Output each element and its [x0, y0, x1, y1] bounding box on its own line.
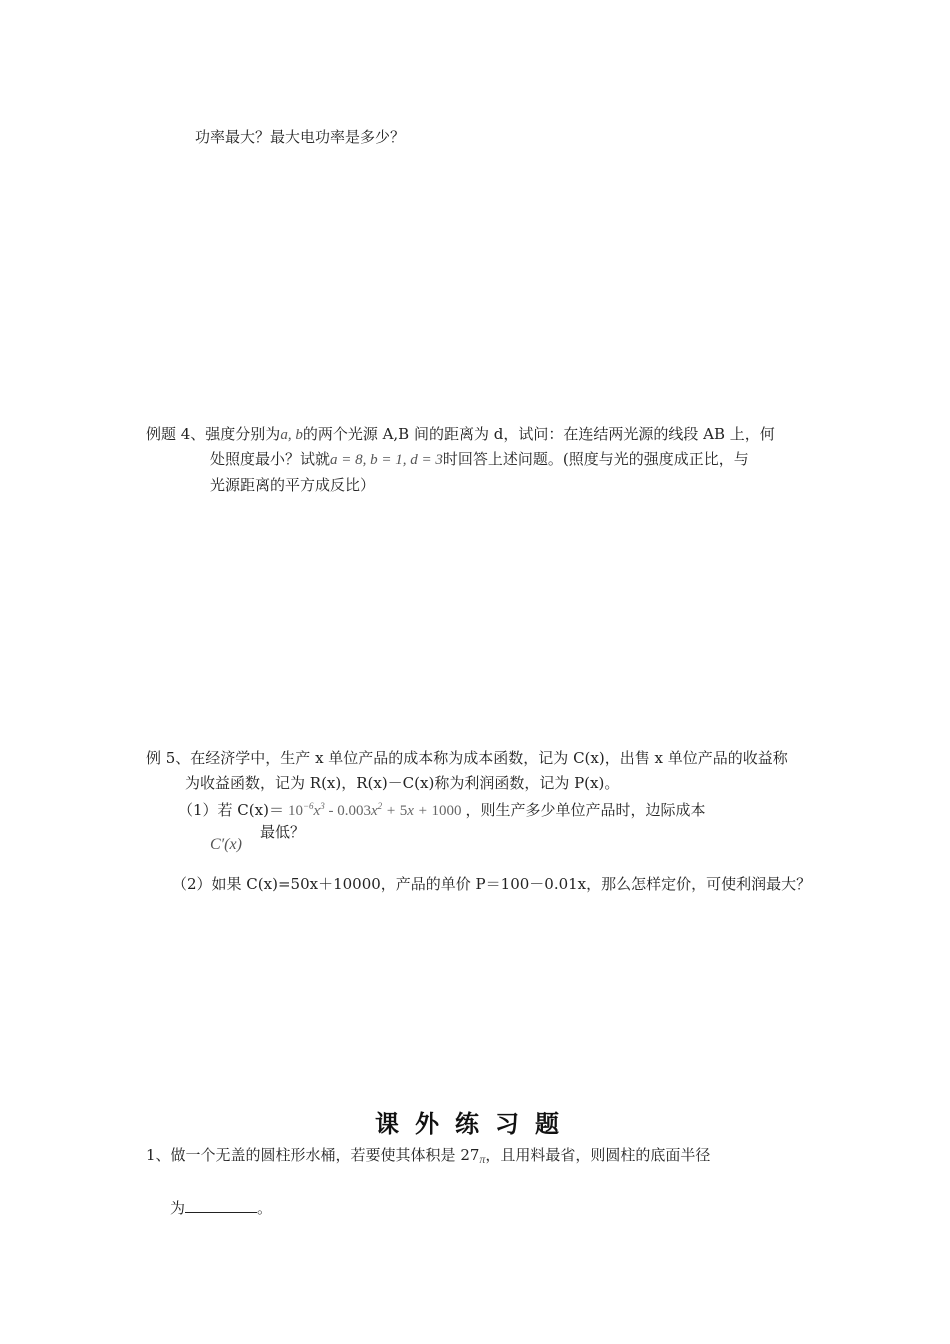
- text: 时回答上述问题。(照度与光的强度成正比，与: [442, 450, 749, 468]
- example-5-question-2: （2）如果 C(x)=50x＋10000，产品的单价 P＝100－0.01x，那么怎样定价，可使利润最大？: [172, 875, 812, 893]
- example-5-line-1: 例 5、在经济学中，生产 x 单位产品的成本称为成本函数，记为 C(x)，出售 x 单位产品的收益称: [146, 749, 788, 767]
- exercise-1-line-1: [146, 1144, 710, 1170]
- text: 处照度最小？试就: [210, 450, 331, 468]
- exercise-section-title: 课外练习题: [375, 1110, 575, 1138]
- text: ，且用料最省，则圆柱的底面半径: [485, 1146, 711, 1164]
- example-5-line-2: 为收益函数，记为 R(x)，R(x)－C(x)称为利润函数，记为 P(x)。: [185, 774, 620, 792]
- text: 1、做一个无盖的圆柱形水桶，若要使其体积是 27: [146, 1146, 480, 1164]
- math-expression: a, b: [280, 427, 303, 443]
- text: ，则生产多少单位产品时，边际成本: [465, 801, 706, 819]
- example-4-line-1: [146, 423, 775, 446]
- example-5-question-1-end: 最低？: [260, 823, 306, 841]
- exercise-1-line-2: [170, 1197, 272, 1219]
- example-5-question-1: [178, 799, 706, 822]
- pi-symbol: π: [479, 1152, 486, 1166]
- text: （1）若 C(x)＝: [178, 801, 284, 819]
- text: 例题 4、强度分别为: [146, 425, 281, 443]
- example-4-line-3: 光源距离的平方成反比）: [210, 476, 376, 494]
- cost-formula: $10^{-6}x^3 - 0.003x^2 + 5x + 1000$: [287, 801, 462, 819]
- example-4-line-2: [210, 448, 749, 471]
- text: 。: [257, 1199, 273, 1217]
- marginal-cost-expression: C′(x): [210, 836, 242, 853]
- answer-blank: [185, 1198, 257, 1213]
- text: 的两个光源 A,B 间的距离为 d，试问：在连结两光源的线段 AB 上，何: [302, 425, 775, 443]
- math-expression: a = 8, b = 1, d = 3: [330, 452, 443, 468]
- text: 为: [170, 1199, 186, 1217]
- text-line: 功率最大？最大电功率是多少？: [195, 128, 406, 146]
